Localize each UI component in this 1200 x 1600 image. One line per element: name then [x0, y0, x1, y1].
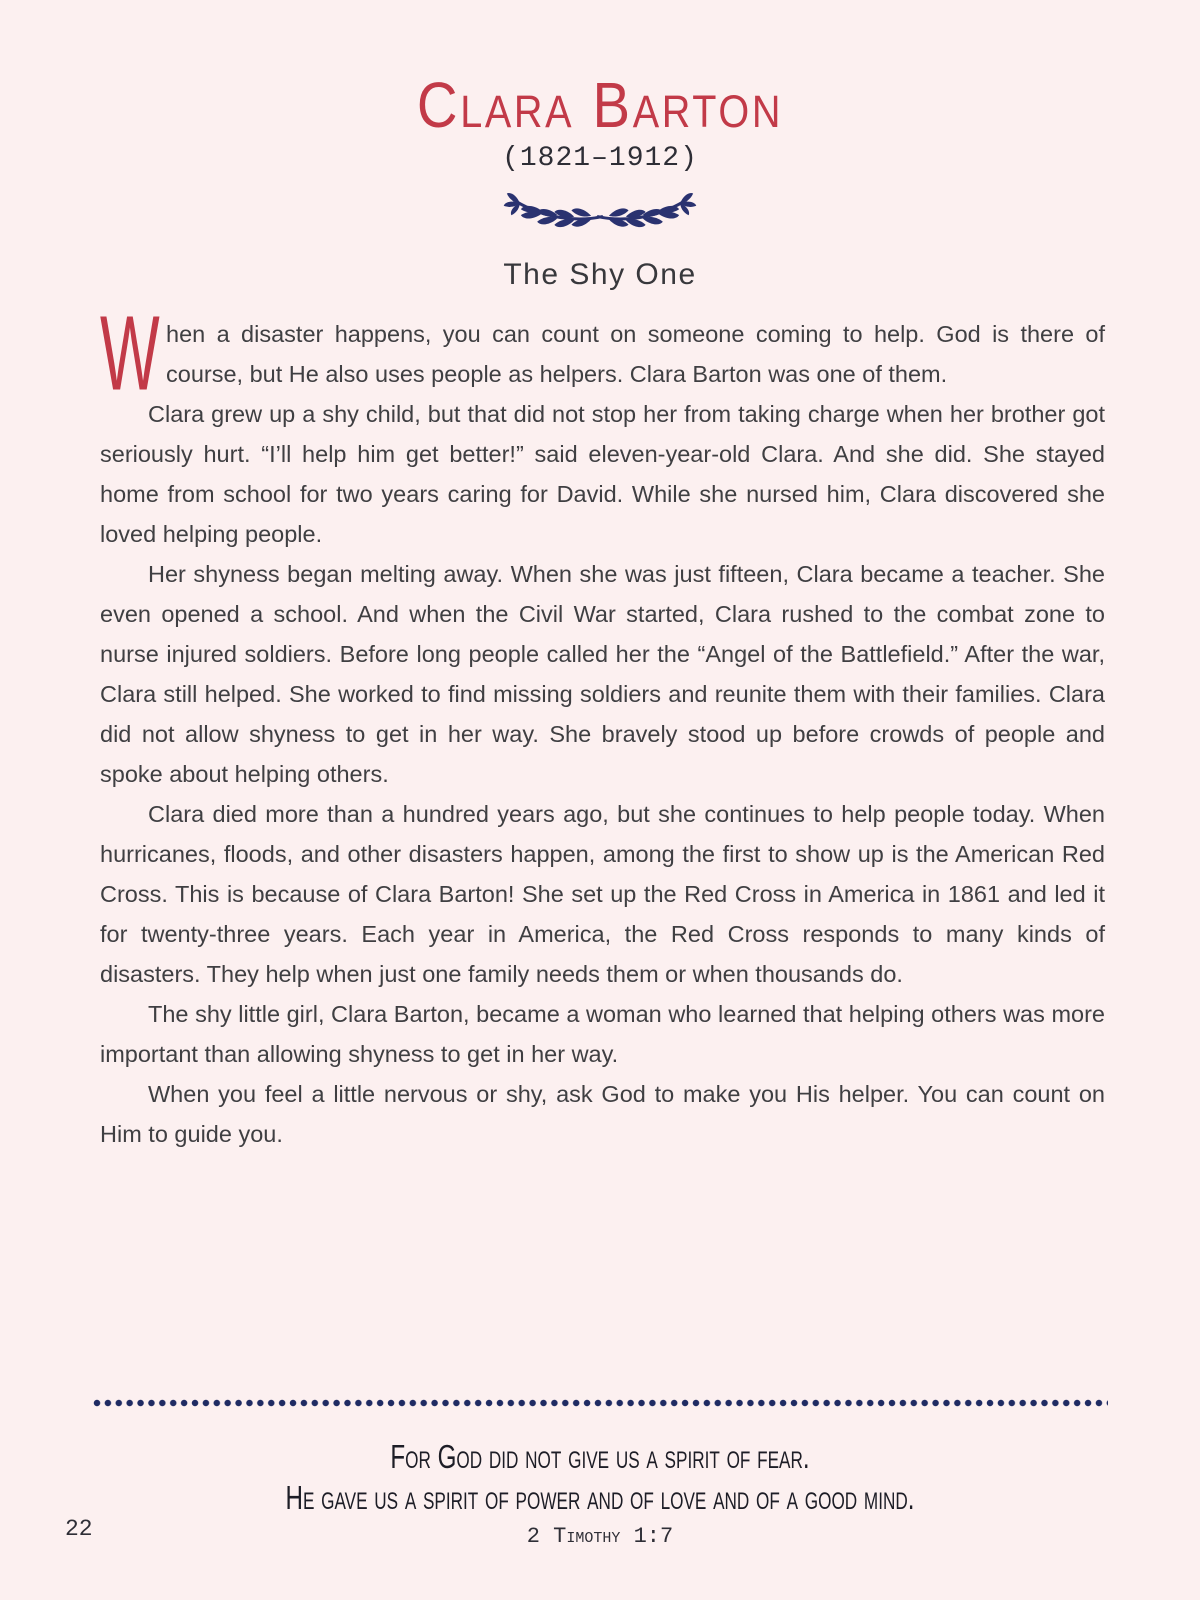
chapter-subtitle: The Shy One	[503, 258, 697, 292]
drop-cap: W	[100, 294, 160, 413]
story-paragraph-text: hen a disaster happens, you can count on someone coming to help. God is there of course, but He also uses people as helpers. Clara Barton was one of them.	[166, 321, 1105, 388]
laurel-divider	[0, 188, 1200, 244]
story-paragraph	[100, 294, 1105, 413]
dotted-divider	[92, 1398, 1108, 1408]
verse-line-2: He gave us a spirit of power and of love and of a good mind.	[285, 1478, 915, 1517]
story-paragraph: When you feel a little nervous or shy, ask God to make you His helper. You can count on Him to guide you.	[100, 1081, 1105, 1148]
page-title: Clara Barton	[416, 69, 784, 141]
story-body	[100, 294, 1105, 1154]
laurel-branch-icon	[502, 188, 698, 240]
page-number: 22	[65, 1516, 93, 1542]
story-paragraph: Her shyness began melting away. When she was just fifteen, Clara became a teacher. She even opened a school. And when the Civil War started, Clara rushed to the combat zone to nurse injured soldiers. Before long people called her the “Angel of the Battlefield.” After the war, Clara still helped. She worked to find missing soldiers and reunite them with their families. Clara did not allow shyness to get in her way. She bravely stood up before crowds of people and spoke about helping others.	[100, 561, 1105, 788]
verse-line-1: For God did not give us a spirit of fear.	[390, 1437, 810, 1476]
story-paragraph: Clara died more than a hundred years ago, but she continues to help people today. When hurricanes, floods, and other disasters happen, among the first to show up is the American Red Cross. This is because of Clara Barton! She set up the Red Cross in America in 1861 and led it for twenty-three years. Each year in America, the Red Cross responds to many kinds of disasters. They help when just one family needs them or when thousands do.	[100, 801, 1105, 988]
verse-reference: 2 Timothy 1:7	[526, 1524, 674, 1549]
lifespan-dates: (1821–1912)	[502, 143, 698, 175]
verse-footer	[0, 1398, 1200, 1549]
story-paragraph: Clara grew up a shy child, but that did not stop her from taking charge when her brother got seriously hurt. “I’ll help him get better!” said eleven-year-old Clara. And she did. She stayed home from school for two years caring for David. While she nursed him, Clara discovered she loved helping people.	[100, 401, 1105, 548]
story-paragraph: The shy little girl, Clara Barton, became a woman who learned that helping others was more important than allowing shyness to get in her way.	[100, 1001, 1105, 1068]
